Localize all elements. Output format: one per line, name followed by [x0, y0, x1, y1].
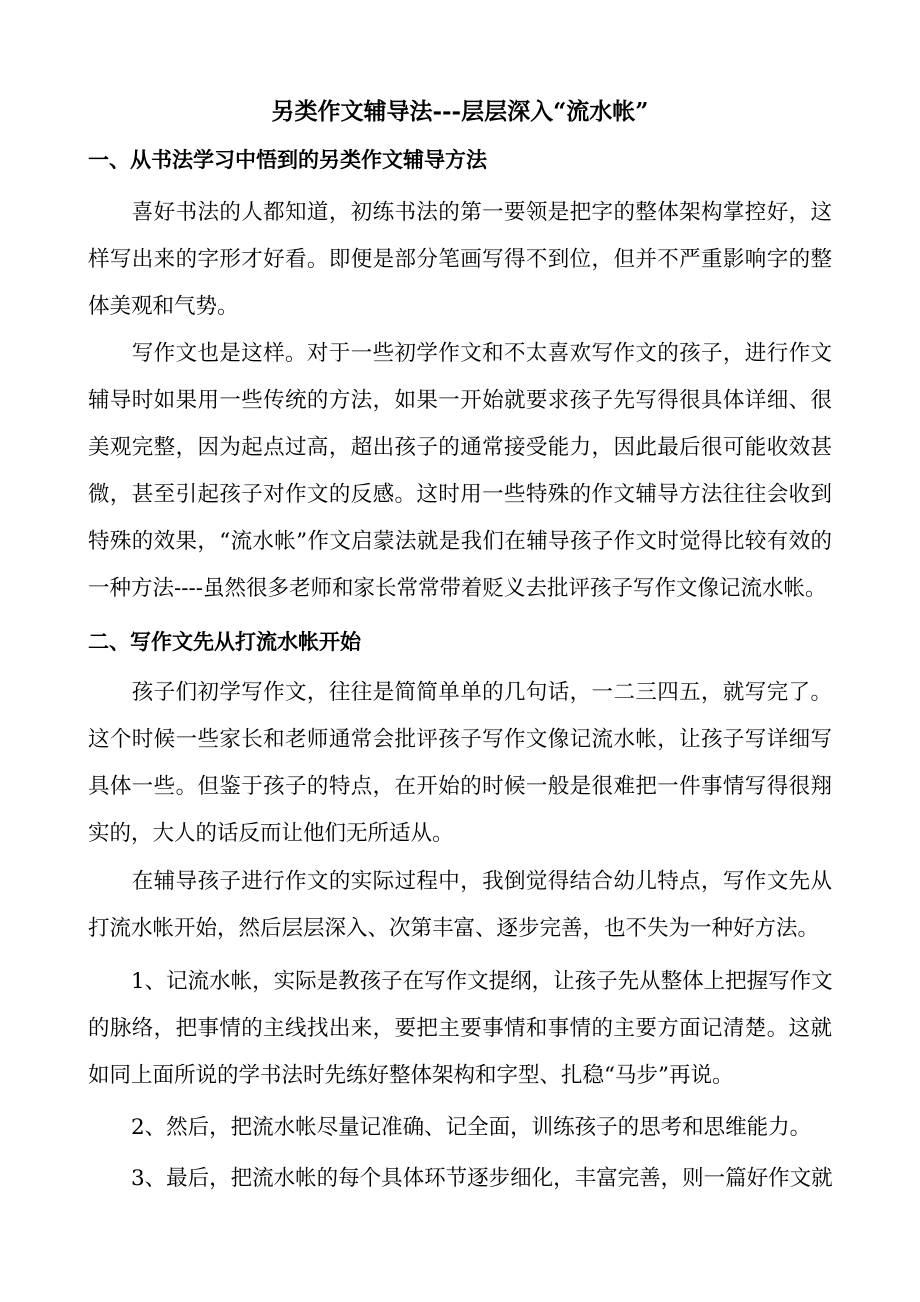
text-line: 1、记流水帐，实际是教孩子在写作文提纲，让孩子先从整体上把握写作文 — [88, 969, 833, 994]
document-title: 另类作文辅导法---层层深入“流水帐” — [271, 98, 649, 125]
text-line: 喜好书法的人都知道，初练书法的第一要领是把字的整体架构掌控好，这 — [88, 200, 832, 225]
text-line: 2、然后，把流水帐尽量记准确、记全面，训练孩子的思考和思维能力。 — [88, 1115, 812, 1140]
text-line: 一种方法----虽然很多老师和家长常常带着贬义去批评孩子写作文像记流水帐。 — [88, 576, 827, 601]
text-line: 3、最后，把流水帐的每个具体环节逐步细化，丰富完善，则一篇好作文就 — [88, 1166, 833, 1191]
text-line: 如同上面所说的学书法时先练好整体架构和字型、扎稳“马步”再说。 — [88, 1063, 734, 1088]
text-line: 在辅导孩子进行作文的实际过程中，我倒觉得结合幼儿特点，写作文先从 — [88, 869, 832, 894]
text-line: 打流水帐开始，然后层层深入、次第丰富、逐步完善，也不失为一种好方法。 — [88, 916, 820, 941]
section-1-heading: 一、从书法学习中悟到的另类作文辅导方法 — [88, 147, 487, 172]
section-2-heading: 二、写作文先从打流水帐开始 — [88, 629, 361, 654]
text-line: 具体一些。但鉴于孩子的特点，在开始的时候一般是很难把一件事情写得很翔 — [88, 774, 832, 799]
section-1-paragraph-2 — [88, 330, 832, 612]
text-line: 写作文也是这样。对于一些初学作文和不太喜欢写作文的孩子，进行作文 — [88, 341, 832, 366]
section-2-paragraph-4 — [88, 1104, 832, 1151]
text-line: 特殊的效果，“流水帐”作文启蒙法就是我们在辅导孩子作文时觉得比较有效的 — [88, 529, 832, 554]
section-2-paragraph-3 — [88, 958, 832, 1099]
text-line: 的脉络，把事情的主线找出来，要把主要事情和事情的主要方面记清楚。这就 — [88, 1016, 832, 1041]
text-line: 这个时候一些家长和老师通常会批评孩子写作文像记流水帐，让孩子写详细写 — [88, 727, 832, 752]
text-line: 孩子们初学写作文，往往是简简单单的几句话，一二三四五，就写完了。 — [88, 680, 832, 705]
section-1-paragraph-1 — [88, 189, 832, 330]
text-line: 体美观和气势。 — [88, 294, 239, 319]
section-2-paragraph-2 — [88, 858, 832, 952]
text-line: 微，甚至引起孩子对作文的反感。这时用一些特殊的作文辅导方法往往会收到 — [88, 482, 832, 507]
text-line: 辅导时如果用一些传统的方法，如果一开始就要求孩子先写得很具体详细、很 — [88, 388, 832, 413]
text-line: 美观完整，因为起点过高，超出孩子的通常接受能力，因此最后很可能收效甚 — [88, 435, 832, 460]
section-2-paragraph-5 — [88, 1155, 832, 1202]
text-line: 样写出来的字形才好看。即便是部分笔画写得不到位，但并不严重影响字的整 — [88, 247, 832, 272]
section-2-paragraph-1 — [88, 669, 832, 857]
text-line: 实的，大人的话反而让他们无所适从。 — [88, 821, 454, 846]
